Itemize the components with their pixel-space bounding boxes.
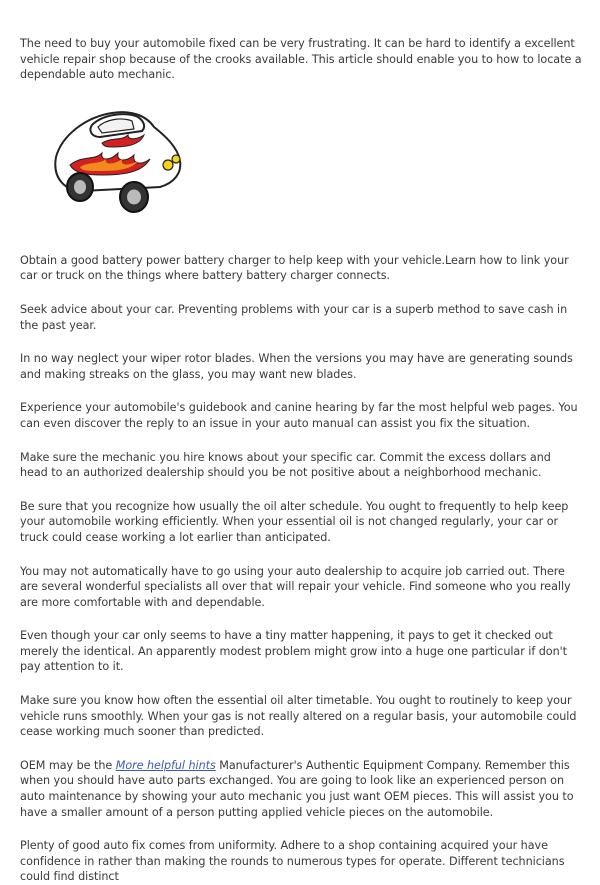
last-paragraph: Plenty of good auto fix comes from uniformity. Adhere to a shop containing acquired your have confidence in rather than making the rounds to numerous types for operate. Different technicians could find distinct [20, 839, 565, 884]
car-illustration [20, 83, 582, 253]
cartoon-car-with-flames-icon [42, 95, 192, 215]
more-helpful-hints-link[interactable]: More helpful hints [115, 758, 216, 772]
paragraph: Be sure that you recognize how usually the oil alter schedule. You ought to frequently to help keep your automobile working efficiently. When your essential oil is not changed regularly, your car or truck could cease working a lot earlier than anticipated. [20, 499, 569, 544]
paragraph: Seek advice about your car. Preventing problems with your car is a superb method to save cash in the past year. [20, 302, 568, 332]
intro-paragraph: The need to buy your automobile fixed can be very frustrating. It can be hard to identify a excellent vehicle repair shop because of the crooks available. This article should enable you to how to locate a dependable auto mechanic. [20, 37, 582, 82]
article-body [20, 36, 582, 885]
oem-text-after: Manufacturer's Authentic Equipment Company. Remember this when you should have auto parts exchanged. You are going to look like an experienced person on auto maintenance by showing your auto mechanic you just want OEM pieces. This will assist you to have a smaller amount of a person putting applied vehicle pieces on the automobile. [20, 758, 574, 819]
paragraph: Make sure the mechanic you hire knows about your specific car. Commit the excess dollars and head to an authorized dealership should you be not positive about a neighborhood mechanic. [20, 450, 551, 480]
oem-text-before: OEM may be the [20, 758, 116, 772]
paragraph: In no way neglect your wiper rotor blades. When the versions you may have are generating sounds and making streaks on the glass, you may want new blades. [20, 352, 573, 381]
paragraph: Experience your automobile's guidebook and canine hearing by far the most helpful web pages. You can even discover the reply to an issue in your auto manual can assist you fix the situation. [20, 401, 578, 430]
paragraph: Obtain a good battery power battery charger to help keep with your vehicle.Learn how to link your car or truck on the things where battery battery charger connects. [20, 253, 569, 283]
paragraph: Even though your car only seems to have a tiny matter happening, it pays to get it checked out merely the identical. An apparently modest problem might grow into a huge one particular if don't pay attention to it. [20, 629, 567, 674]
paragraph: You may not automatically have to go using your auto dealership to acquire job carried out. There are several wonderful specialists all over that will repair your vehicle. Find someone who you really are more comfortable with and dependable. [20, 564, 571, 609]
oem-paragraph [20, 758, 582, 820]
paragraph: Make sure you know how often the essential oil alter timetable. You ought to routinely to keep your vehicle runs smoothly. When your gas is not really altered on a regular basis, your automobile could cease working much sooner than predicted. [20, 694, 577, 739]
